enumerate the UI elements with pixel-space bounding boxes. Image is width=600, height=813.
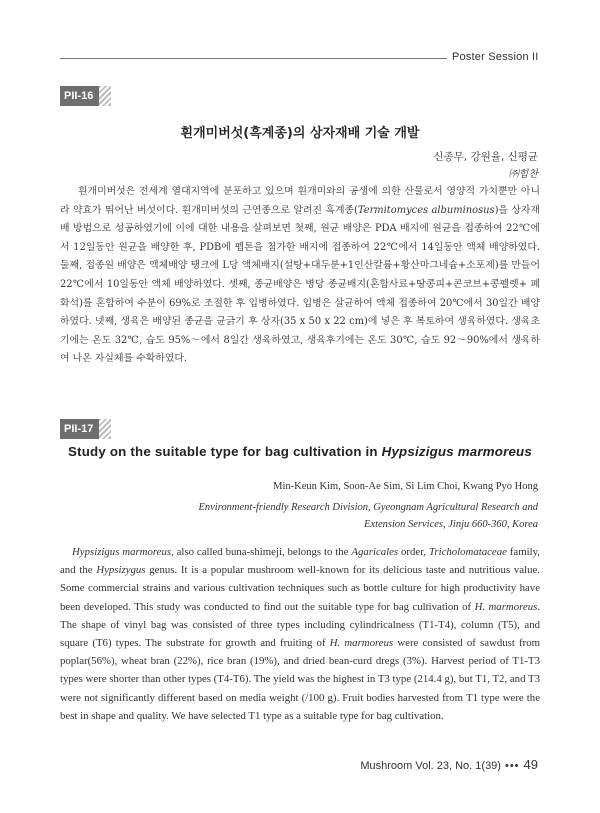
abstract-code: PII-16 [60, 86, 99, 106]
abstract-title: Study on the suitable type for bag cultivation in Hypsizigus marmoreus [68, 444, 532, 459]
abstract-code: PII-17 [60, 419, 99, 439]
abstract-affiliation: Environment-friendly Research Division, Gyeongnam Agricultural Research and Extension Services, Jinju 660-360, Korea [198, 502, 538, 530]
abstract-body: 흰개미버섯은 전세계 열대지역에 분포하고 있으며 흰개미와의 공생에 의한 산물로서 영양적 가치뿐만 아니라 약효가 뛰어난 버섯이다. 흰개미버섯의 근연종으로 알려진 흑계종(Termitomyces albuminosus)을 상자재배 방법으로 성공하였기에 이에 대한 내용을 살펴보면 첫째, 원균 배양은 PDA 배지에 원균을 접종하여 22℃에서 12일동안 원균을 배양한 후, PDB에 펩톤을 첨가한 배지에 접종하여 22℃에서 14일동안 액체 배양하였다. 둘째, 접종원 배양은 액체배양 탱크에 L당 액체배지(설탕+대두분+1인산칼륨+황산마그네슘+소포제)를 만들어 22℃에서 10일동안 액체 배양하였다. 셋째, 종균배양은 병당 종균배지(혼합사료+땅콩피+콘코브+콩펠렛+ 폐화석)를 혼합하여 수분이 69%로 조절한 후 입병하였다. 입병은 살균하여 액체 접종하여 20℃에서 30일간 배양하였다. 넷째, 생육은 배양된 종균을 균긁기 후 상자(35 x 50 x 22 cm)에 넣은 후 복토하여 생육하였다. 생육초기에는 온도 32℃, 습도 95%～에서 8일간 생육하였고, 생육후기에는 온도 30℃, 습도 92～90%에서 생육하여 나온 자실체를 수확하였다. [60, 186, 540, 365]
abstract-body: Hypsizigus marmoreus, also called buna-shimeji, belongs to the Agaricales order, Tricholomataceae family, and the Hypsizygus genus. It is a popular mushroom well-known for its delicious taste and nutritious value. Some commercial strains and various cultivation techniques such as bottle culture for high productivity have been developed. This study was conducted to find out the suitable type for bag cultivation of H. marmoreus. The shape of vinyl bag was consisted of three types including cylindricalness (T1-T4), column (T5), and square (T6) types. The substrate for growth and fruiting of H. marmoreus were consisted of sawdust from poplar(56%), wheat bran (22%), rice bran (19%), and dried bean-curd dregs (3%). Harvest period of T1-T3 types were shorter than other types (T4-T6). The yield was the highest in T3 type (214.4 g), but T1, T2, and T3 were not significantly different based on media weight (/100 g). Fruit bodies harvested from T1 type were the best in shape and quality. We have selected T1 type as a suitable type for bag cultivation. [60, 546, 541, 722]
header-rule [60, 58, 447, 59]
species-name: Termitomyces albuminosus [357, 204, 495, 216]
abstract-code-badge [60, 86, 124, 106]
abstract-authors: Min-Keun Kim, Soon-Ae Sim, Si Lim Choi, Kwang Pyo Hong [273, 481, 538, 492]
section-label: Poster Session II [452, 51, 539, 63]
journal-citation: Mushroom Vol. 23, No. 1(39) [360, 760, 501, 772]
species-name: Hypsizigus marmoreus [381, 444, 532, 459]
abstract-code-badge [60, 419, 124, 439]
abstract-authors: 신종무, 강원율, 신평균 [433, 151, 538, 163]
page-footer [360, 757, 538, 772]
badge-stripe-decoration [99, 419, 111, 439]
abstract-title: 흰개미버섯(흑계종)의 상자재배 기술 개발 [180, 126, 420, 141]
page-number: 49 [523, 757, 538, 772]
footer-dots: ••• [504, 760, 520, 772]
badge-stripe-decoration [99, 86, 111, 106]
abstract-affiliation: ㈜힘찬 [508, 169, 538, 180]
